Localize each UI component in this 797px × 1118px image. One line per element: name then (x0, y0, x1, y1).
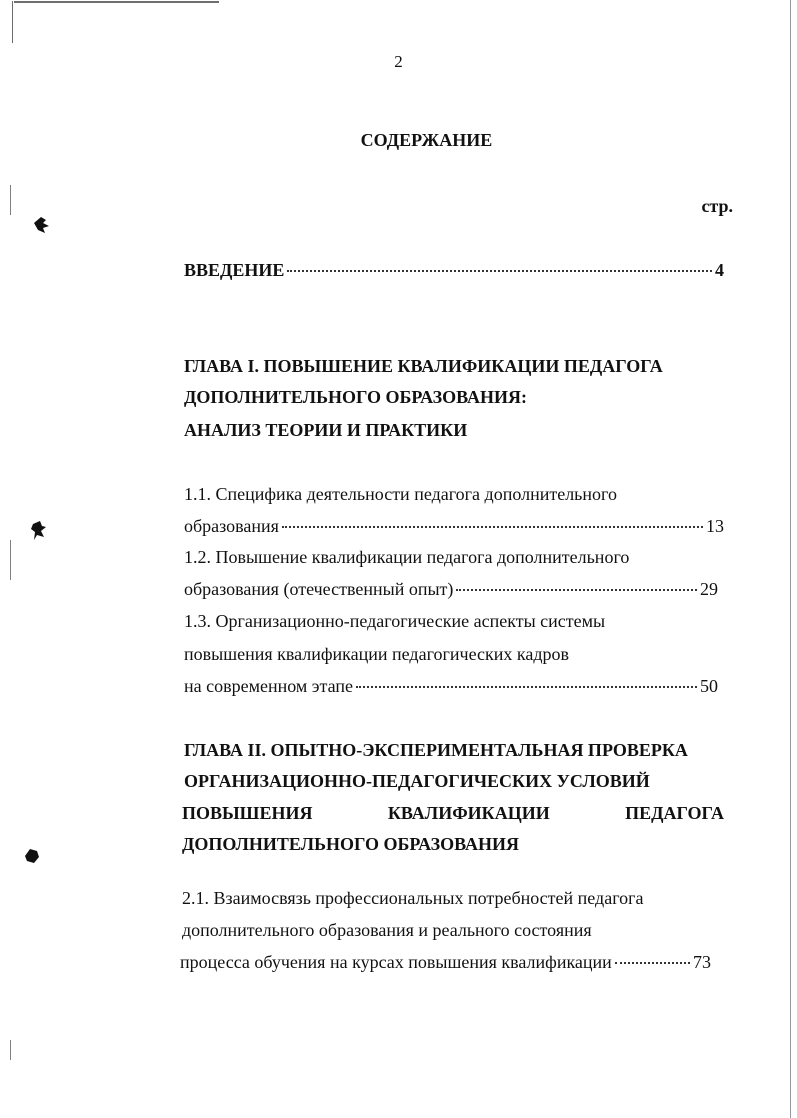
chapter-heading-line: ГЛАВА I. ПОВЫШЕНИЕ КВАЛИФИКАЦИИ ПЕДАГОГА (184, 356, 663, 376)
chapter-heading-word: КВАЛИФИКАЦИИ (387, 803, 550, 823)
dot-leader (287, 270, 712, 272)
binding-hole-mark (30, 214, 52, 236)
toc-entry-line: повышения квалификации педагогических кадров (184, 644, 570, 664)
toc-entry-page: 73 (693, 952, 711, 972)
toc-entry-page: 13 (706, 516, 724, 536)
scan-edge-top (14, 1, 219, 3)
scan-margin-tick (10, 185, 11, 215)
toc-entry-page: 29 (700, 579, 718, 599)
dot-leader (282, 526, 703, 528)
toc-entry-text: ВВЕДЕНИЕ (184, 260, 285, 280)
toc-entry-2-1[interactable] (180, 952, 711, 973)
binding-hole-mark (22, 846, 42, 866)
toc-entry-text: образования (отечественный опыт) (184, 579, 454, 599)
scan-margin-tick (10, 1040, 11, 1060)
toc-entry-text: процесса обучения на курсах повышения квалификации (180, 952, 612, 972)
scan-margin-tick (10, 540, 11, 580)
dot-leader (615, 962, 690, 964)
scan-edge-right (790, 0, 791, 1118)
toc-entry-text: на современном этапе (184, 676, 353, 696)
page-number: 2 (394, 52, 403, 71)
chapter-heading-word: ПЕДАГОГА (625, 803, 724, 823)
toc-entry-page: 4 (715, 260, 724, 280)
dot-leader (356, 686, 697, 688)
toc-entry-line: дополнительного образования и реального состояния (182, 920, 592, 940)
toc-entry-text: образования (184, 516, 279, 536)
toc-entry-page: 50 (700, 676, 718, 696)
page-title: СОДЕРЖАНИЕ (360, 130, 493, 150)
chapter-heading-line: ГЛАВА II. ОПЫТНО-ЭКСПЕРИМЕНТАЛЬНАЯ ПРОВЕРКА (184, 740, 688, 760)
toc-entry-line: 1.1. Специфика деятельности педагога дополнительного (184, 484, 617, 504)
page-column-label: стр. (701, 196, 733, 216)
toc-entry-line: 1.3. Организационно-педагогические аспекты системы (184, 611, 606, 631)
chapter-heading-line: ОРГАНИЗАЦИОННО-ПЕДАГОГИЧЕСКИХ УСЛОВИЙ (184, 771, 650, 791)
chapter-heading-justified-line (182, 803, 724, 824)
toc-entry-1-1[interactable] (184, 516, 724, 537)
chapter-heading-line: ДОПОЛНИТЕЛЬНОГО ОБРАЗОВАНИЯ: (184, 387, 528, 407)
toc-entry-1-2[interactable] (184, 579, 718, 600)
dot-leader (456, 589, 697, 591)
scan-edge-left (12, 1, 13, 43)
chapter-heading-word: ПОВЫШЕНИЯ (182, 803, 313, 823)
toc-entry-line: 2.1. Взаимосвязь профессиональных потребностей педагога (182, 888, 644, 908)
toc-entry-1-3[interactable] (184, 676, 718, 697)
toc-entry-introduction[interactable] (184, 260, 724, 281)
binding-hole-mark (28, 518, 50, 544)
chapter-heading-line: ДОПОЛНИТЕЛЬНОГО ОБРАЗОВАНИЯ (182, 834, 520, 854)
chapter-heading-line: АНАЛИЗ ТЕОРИИ И ПРАКТИКИ (184, 420, 468, 440)
toc-entry-line: 1.2. Повышение квалификации педагога дополнительного (184, 547, 630, 567)
